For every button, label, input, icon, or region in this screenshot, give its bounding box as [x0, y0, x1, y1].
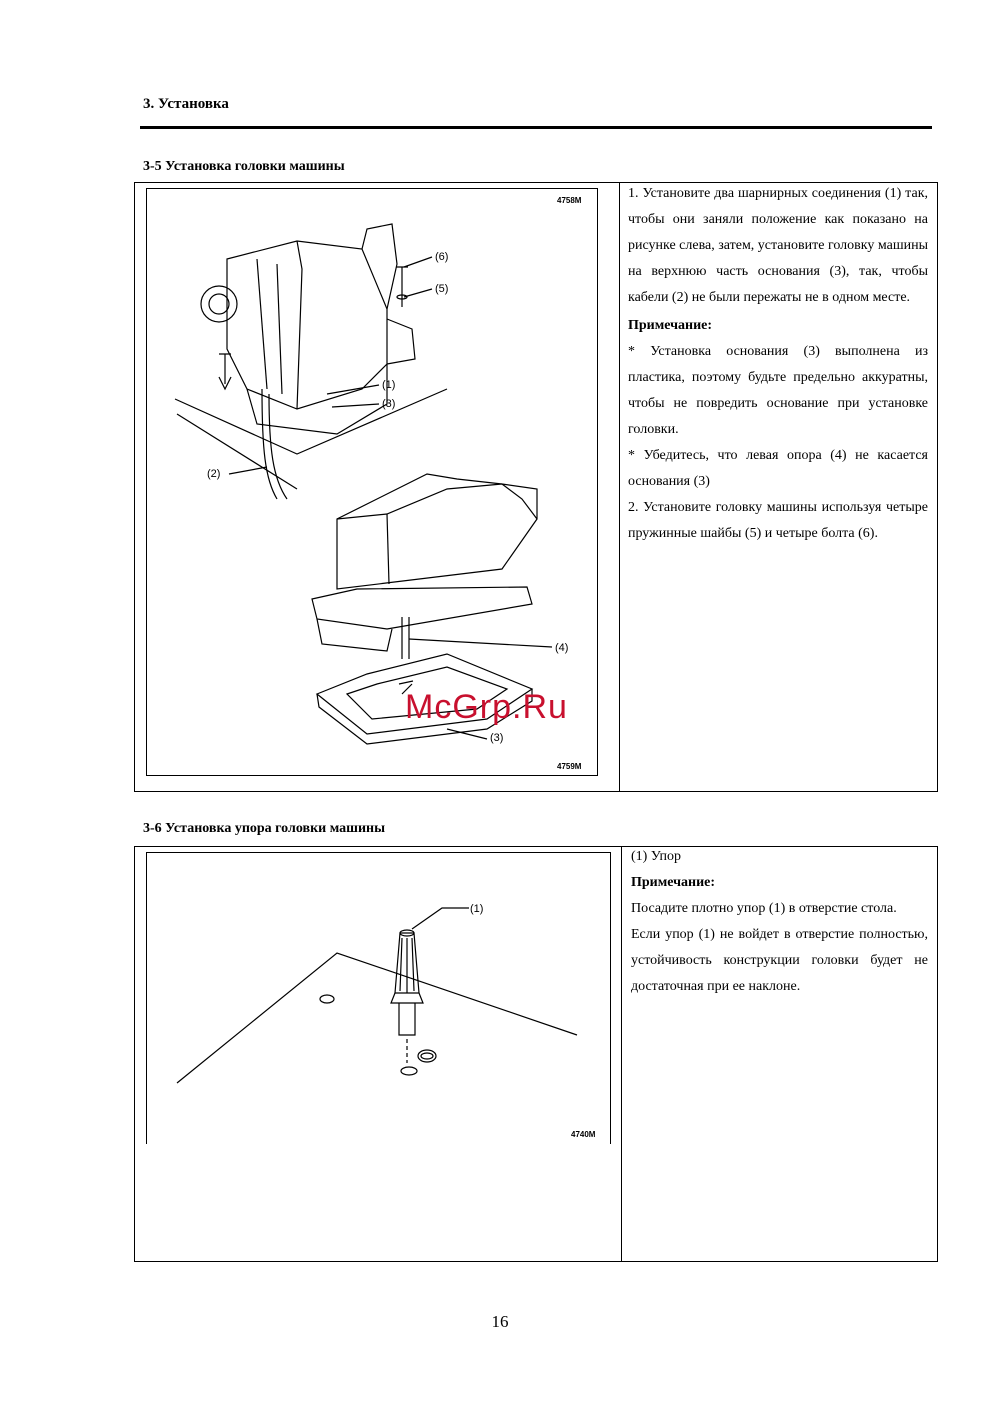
instruction-step-2: 2. Установите головку машины используя четыре пружинные шайбы (5) и четыре болта (6).	[628, 500, 928, 541]
note-stability: Если упор (1) не войдет в отверстие полностью, устойчивость конструкции головки будет не достаточная при ее наклоне.	[631, 927, 928, 994]
section-title-3-6: 3-6 Установка упора головки машины	[143, 821, 386, 836]
note-plastic-base: * Установка основания (3) выполнена из пластика, поэтому будьте предельно аккуратны, чтобы не повредить основание при установке головки.	[628, 344, 928, 437]
section-3-5-instructions	[628, 181, 928, 547]
instruction-step-1: 1. Установите два шарнирных соединения (1) так, чтобы они заняли положение как показано на рисунке слева, затем, установите головку машины на верхнюю часть основания (3), так, чтобы кабели (2) не были пережаты не в одном месте.	[628, 186, 929, 305]
note-left-support: * Убедитесь, что левая опора (4) не касается основания (3)	[628, 448, 928, 489]
callout-3-top: (3)	[382, 398, 396, 410]
chapter-title: 3. Установка	[143, 96, 229, 112]
table-divider-2	[621, 846, 622, 1262]
callout-5: (5)	[435, 283, 449, 295]
header-rule	[140, 126, 932, 129]
callout-3-bottom: (3)	[490, 732, 504, 744]
figure-code-bottom: 4759M	[557, 762, 582, 771]
callout-4: (4)	[555, 642, 569, 654]
callout-1: (1)	[382, 379, 396, 391]
callout-2: (2)	[207, 468, 221, 480]
figure-code-4740: 4740M	[571, 1130, 596, 1139]
callout-stop-1: (1)	[470, 903, 484, 915]
watermark-logo: McGrp.Ru	[405, 688, 568, 726]
section-title-3-5: 3-5 Установка головки машины	[143, 159, 345, 174]
machine-head-illustration	[147, 189, 596, 774]
table-divider	[619, 182, 620, 792]
item-stop: (1) Упор	[631, 849, 681, 864]
figure-head-stop	[146, 852, 611, 1144]
figure-code-top: 4758M	[557, 196, 582, 205]
page-number: 16	[491, 1312, 509, 1331]
callout-6: (6)	[435, 251, 449, 263]
note-heading: Примечание:	[628, 318, 713, 333]
note-heading-2: Примечание:	[631, 875, 716, 890]
section-3-6-instructions	[631, 844, 928, 1000]
note-seat-stop: Посадите плотно упор (1) в отверстие стола.	[631, 901, 897, 916]
head-stop-illustration	[147, 853, 609, 1143]
